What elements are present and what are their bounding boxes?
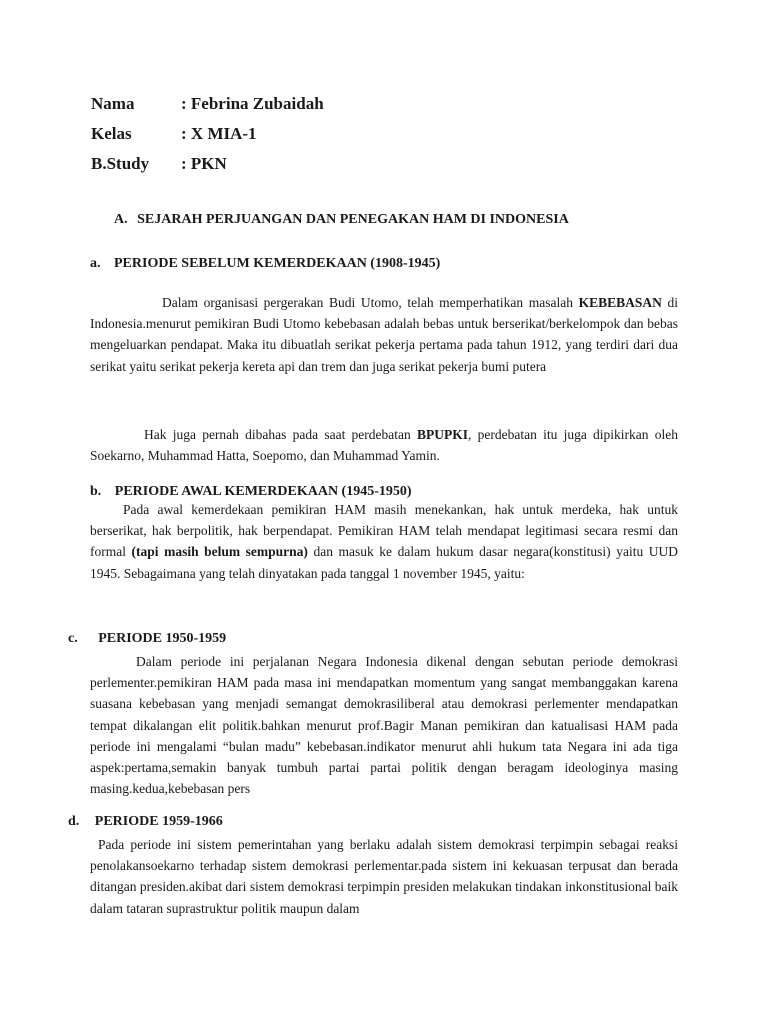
student-info bbox=[0, 94, 768, 184]
sub-a-paragraph-1 bbox=[90, 292, 678, 377]
sub-a-p2-text-1: Hak juga pernah dibahas pada saat perdebatan bbox=[144, 427, 418, 442]
sub-a-p1-text-2: di Indonesia.menurut pemikiran Budi Utomo kebebasan adalah bebas untuk berserikat/berkelompok dan bebas mengeluarkan pendapat. Maka itu dibuatlah serikat pekerja pertama pada tahun 1912, yang terdiri dari dua serikat yaitu serikat pekerja kereta api dan trem dan juga serikat pekerja bumi putera bbox=[90, 295, 678, 374]
study-label: B.Study bbox=[91, 154, 150, 173]
sub-d-paragraph-1: Pada periode ini sistem pemerintahan yang berlaku adalah sistem demokrasi terpimpin sebagai reaksi penolakansoekarno terhadap sistem demokrasi perlementar.pada sistem ini kekuasan terpusat dan berada ditangan presiden.akibat dari sistem demokrasi terpimpin presiden melakukan tindakan inkonstitusional baik dalam tataran suprastruktur politik maupun dalam bbox=[90, 837, 678, 916]
sub-b-p1-text-1: Pada awal kemerdekaan pemikiran HAM masih menekankan, hak untuk merdeka, hak untuk berserikat, hak berpolitik, hak berpendapat. Pemikiran HAM telah mendapat legitimasi secara resmi dan formal bbox=[90, 502, 678, 560]
bpupki-keyword: BPUPKI bbox=[417, 427, 469, 442]
sub-a-heading bbox=[90, 256, 440, 272]
sub-a-title: PERIODE SEBELUM KEMERDEKAAN (1908-1945) bbox=[114, 256, 441, 271]
sub-d-marker: d. bbox=[68, 814, 80, 829]
section-a-title: SEJARAH PERJUANGAN DAN PENEGAKAN HAM DI INDONESIA bbox=[137, 212, 569, 227]
kebebasan-keyword: KEBEBASAN bbox=[578, 295, 662, 310]
sub-b-heading bbox=[90, 484, 412, 500]
sub-a-p1-text-1: Dalam organisasi pergerakan Budi Utomo, telah memperhatikan masalah bbox=[162, 295, 579, 310]
sub-a-p2-text-2: , perdebatan itu juga dipikirkan oleh Soekarno, Muhammad Hatta, Soepomo, dan Muhammad Yamin. bbox=[90, 427, 678, 464]
sub-c-marker: c. bbox=[68, 631, 78, 646]
sub-d-heading bbox=[68, 814, 223, 830]
study-value: : PKN bbox=[181, 154, 227, 173]
kelas-value: : X MIA-1 bbox=[181, 124, 257, 143]
nama-value: : Febrina Zubaidah bbox=[181, 94, 324, 113]
sub-b-title: PERIODE AWAL KEMERDEKAAN (1945-1950) bbox=[114, 484, 412, 499]
section-a-heading bbox=[114, 212, 569, 228]
sub-d-title: PERIODE 1959-1966 bbox=[94, 814, 223, 829]
sub-c-heading bbox=[68, 631, 226, 647]
kelas-label: Kelas bbox=[91, 124, 132, 143]
sub-b-p1-text-2: dan masuk ke dalam hukum dasar negara(konstitusi) yaitu UUD 1945. Sebagaimana yang telah dinyatakan pada tanggal 1 november 1945, yaitu: bbox=[90, 544, 678, 581]
section-a-marker: A. bbox=[114, 212, 128, 227]
sub-c-paragraph-1: Dalam periode ini perjalanan Negara Indonesia dikenal dengan sebutan periode demokrasi perlementer.pemikiran HAM pada masa ini mendapatkan momentum yang sangat membanggakan karena suasana kebebasan yang menjadi semangat demokrasiliberal atau demokrasi perlementer mendapatkan tempat dikalangan elit politik.bahkan menurut prof.Bagir Manan pemikiran dan katualisasi HAM pada periode ini mengalami “bulan madu” kebebasan.indikator menurut ahli hukum tata Negara ini ada tiga aspek:pertama,semakin banyak tumbuh partai partai politik dengan beragam ideologinya masing masing.kedua,kebebasan pers bbox=[90, 654, 678, 797]
sub-b-emphasis: (tapi masih belum sempurna) bbox=[131, 544, 308, 560]
sub-a-paragraph-2 bbox=[90, 424, 678, 466]
sub-b-paragraph-1 bbox=[90, 499, 678, 584]
sub-a-marker: a. bbox=[90, 256, 101, 271]
sub-b-marker: b. bbox=[90, 484, 102, 499]
sub-c-title: PERIODE 1950-1959 bbox=[98, 631, 227, 646]
nama-label: Nama bbox=[91, 94, 135, 113]
